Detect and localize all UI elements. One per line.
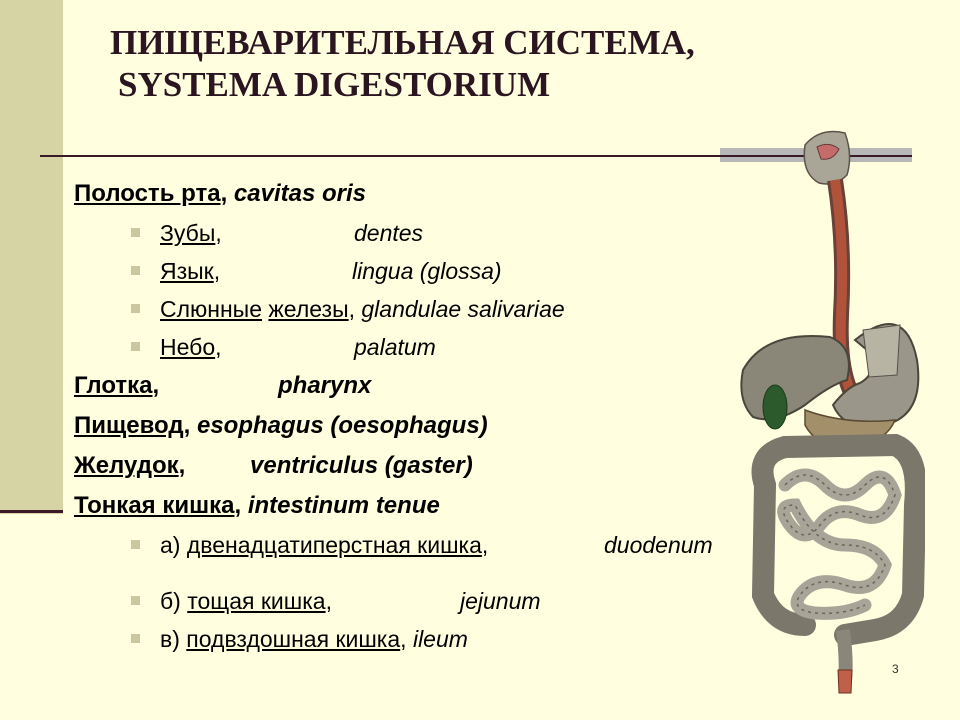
side-decoration-line (0, 510, 63, 513)
latin-duodenum: duodenum (604, 532, 713, 558)
latin-stomach: ventriculus (gaster) (250, 452, 473, 479)
list-item-oral-cavity (74, 174, 774, 214)
title-line-1: ПИЩЕВАРИТЕЛЬНАЯ СИСТЕМА, (110, 23, 695, 62)
bullet-icon (131, 228, 140, 237)
term-salivary-2: железы (268, 296, 349, 322)
latin-pharynx: pharynx (278, 372, 372, 399)
list-item-small-intestine (74, 486, 774, 526)
list-item-tongue (74, 252, 774, 290)
separator: , (220, 180, 228, 207)
separator: , (325, 588, 332, 614)
page-number: 3 (892, 662, 899, 676)
term-duodenum: двенадцатиперстная кишка (186, 532, 482, 558)
term-salivary-1: Слюнные (160, 296, 263, 322)
prefix-jejunum: б) (160, 588, 181, 614)
latin-small-intestine: intestinum tenue (247, 492, 440, 519)
separator: , (215, 334, 222, 360)
term-stomach: Желудок (74, 452, 179, 479)
latin-tongue: lingua (glossa) (352, 258, 502, 284)
list-item-pharynx (74, 366, 774, 406)
latin-palate: palatum (354, 334, 436, 360)
bullet-icon (131, 634, 140, 643)
latin-oral-cavity: cavitas oris (233, 180, 366, 207)
bullet-icon (131, 304, 140, 313)
bullet-icon (131, 342, 140, 351)
separator: , (152, 372, 160, 399)
list-item-esophagus (74, 406, 774, 446)
term-palate: Небо (160, 334, 216, 360)
bullet-icon (131, 540, 140, 549)
term-teeth: Зубы (160, 220, 216, 246)
term-jejunum: тощая кишка (187, 588, 326, 614)
content-list (74, 174, 774, 658)
bullet-icon (131, 266, 140, 275)
list-item-salivary-glands (74, 290, 774, 328)
list-item-stomach (74, 446, 774, 486)
latin-teeth: dentes (354, 220, 424, 246)
latin-salivary: glandulae salivariae (361, 296, 565, 322)
separator: , (178, 452, 186, 479)
prefix-ileum: в) (160, 626, 180, 652)
term-tongue: Язык (160, 258, 214, 284)
term-ileum: подвздошная кишка (186, 626, 401, 652)
separator: , (481, 532, 489, 558)
latin-jejunum: jejunum (460, 588, 541, 614)
list-item-duodenum (74, 526, 774, 564)
term-small-intestine: Тонкая кишка (74, 492, 235, 519)
separator: , (215, 220, 222, 246)
list-item-palate (74, 328, 774, 366)
separator: , (348, 296, 355, 322)
prefix-duodenum: а) (160, 532, 181, 558)
term-pharynx: Глотка (74, 372, 153, 399)
separator: , (213, 258, 221, 284)
list-item-teeth (74, 214, 774, 252)
latin-esophagus: esophagus (oesophagus) (196, 412, 488, 439)
separator: , (400, 626, 407, 652)
term-oral-cavity: Полость рта (74, 180, 221, 207)
separator: , (183, 412, 191, 439)
list-item-ileum (74, 620, 774, 658)
slide-title (110, 22, 830, 106)
title-line-2: SYSTEMA DIGESTORIUM (118, 65, 551, 104)
bullet-icon (131, 596, 140, 605)
title-divider (40, 155, 720, 157)
term-esophagus: Пищевод (74, 412, 184, 439)
separator: , (234, 492, 242, 519)
list-item-jejunum (74, 582, 774, 620)
side-decoration-bar (0, 0, 63, 514)
latin-ileum: ileum (412, 626, 468, 652)
